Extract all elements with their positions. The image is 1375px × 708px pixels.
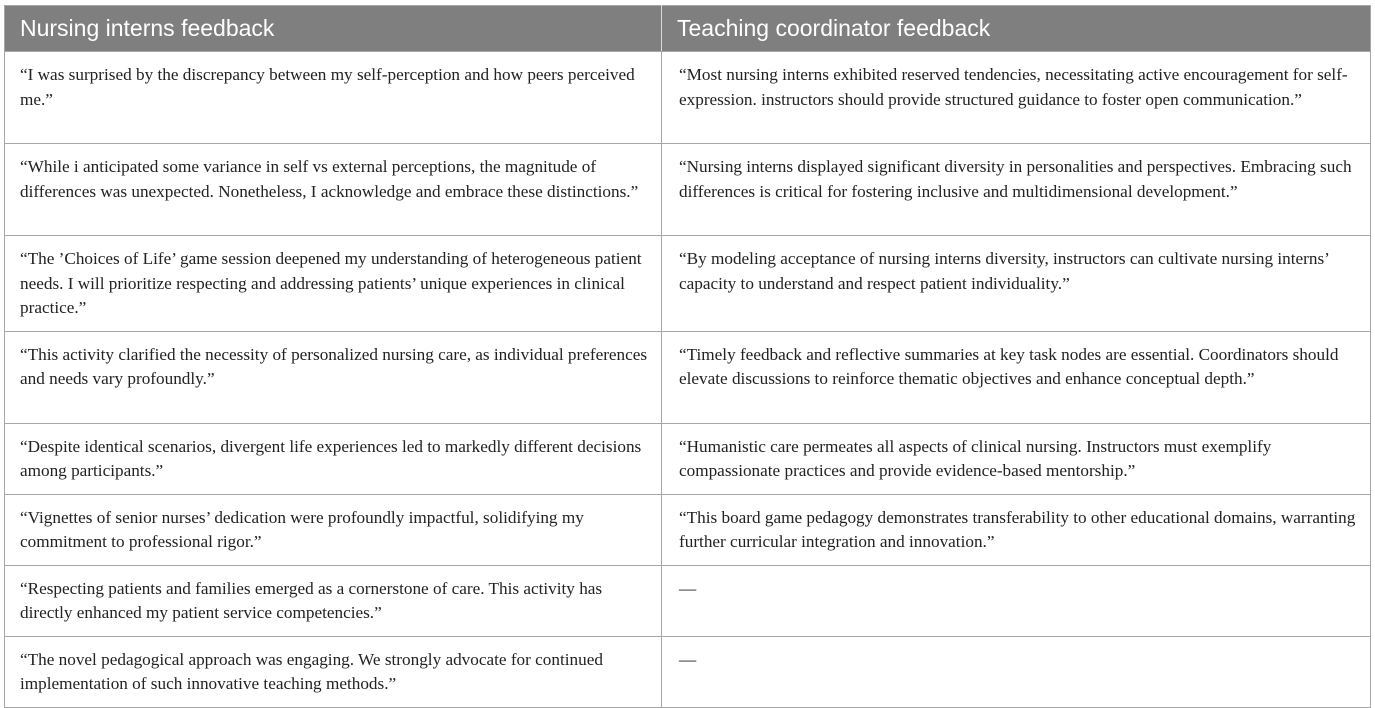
interns-feedback-cell: “While i anticipated some variance in self vs external perceptions, the magnitude of differences was unexpected. Nonetheless, I acknowledge and embrace these distinctions.” xyxy=(5,144,662,236)
coordinator-feedback-cell: “By modeling acceptance of nursing interns diversity, instructors can cultivate nursing interns’ capacity to understand and respect patient individuality.” xyxy=(662,236,1371,332)
table-body xyxy=(5,52,1371,708)
header-coordinator-feedback: Teaching coordinator feedback xyxy=(662,6,1371,52)
interns-feedback-cell: “Despite identical scenarios, divergent life experiences led to markedly different decisions among participants.” xyxy=(5,423,662,494)
feedback-table-container xyxy=(4,5,1370,708)
table-header xyxy=(5,6,1371,52)
interns-feedback-cell: “I was surprised by the discrepancy between my self-perception and how peers perceived me.” xyxy=(5,52,662,144)
feedback-table xyxy=(4,5,1371,708)
interns-feedback-cell: “This activity clarified the necessity of personalized nursing care, as individual preferences and needs vary profoundly.” xyxy=(5,331,662,423)
header-interns-feedback: Nursing interns feedback xyxy=(5,6,662,52)
coordinator-feedback-cell: — xyxy=(662,565,1371,636)
table-row xyxy=(5,144,1371,236)
coordinator-feedback-cell: — xyxy=(662,636,1371,707)
table-row xyxy=(5,494,1371,565)
coordinator-feedback-cell: “Timely feedback and reflective summaries at key task nodes are essential. Coordinators should elevate discussions to reinforce thematic objectives and enhance conceptual depth.” xyxy=(662,331,1371,423)
coordinator-feedback-cell: “Most nursing interns exhibited reserved tendencies, necessitating active encouragement for self-expression. instructors should provide structured guidance to foster open communication.” xyxy=(662,52,1371,144)
interns-feedback-cell: “Respecting patients and families emerged as a cornerstone of care. This activity has directly enhanced my patient service competencies.” xyxy=(5,565,662,636)
table-row xyxy=(5,236,1371,332)
coordinator-feedback-cell: “This board game pedagogy demonstrates transferability to other educational domains, warranting further curricular integration and innovation.” xyxy=(662,494,1371,565)
table-row xyxy=(5,52,1371,144)
coordinator-feedback-cell: “Humanistic care permeates all aspects of clinical nursing. Instructors must exemplify compassionate practices and provide evidence-based mentorship.” xyxy=(662,423,1371,494)
table-row xyxy=(5,423,1371,494)
table-row xyxy=(5,565,1371,636)
interns-feedback-cell: “Vignettes of senior nurses’ dedication were profoundly impactful, solidifying my commitment to professional rigor.” xyxy=(5,494,662,565)
table-row xyxy=(5,331,1371,423)
table-row xyxy=(5,636,1371,707)
header-row xyxy=(5,6,1371,52)
interns-feedback-cell: “The ’Choices of Life’ game session deepened my understanding of heterogeneous patient needs. I will prioritize respecting and addressing patients’ unique experiences in clinical practice.” xyxy=(5,236,662,332)
interns-feedback-cell: “The novel pedagogical approach was engaging. We strongly advocate for continued implementation of such innovative teaching methods.” xyxy=(5,636,662,707)
coordinator-feedback-cell: “Nursing interns displayed significant diversity in personalities and perspectives. Embracing such differences is critical for fostering inclusive and multidimensional development.” xyxy=(662,144,1371,236)
